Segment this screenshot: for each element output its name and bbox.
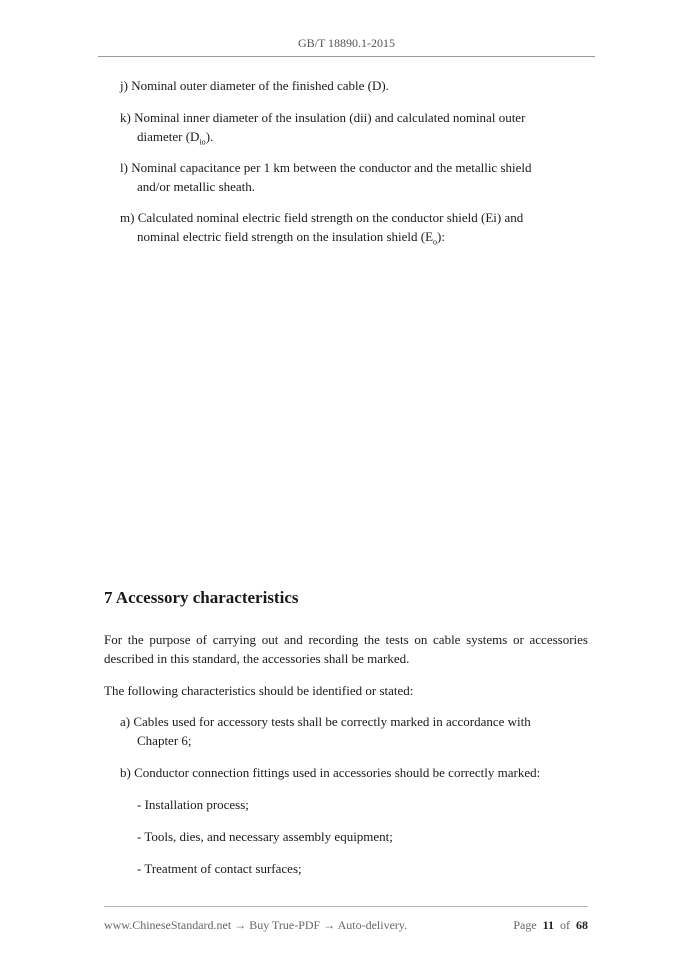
list-item-j: j) Nominal outer diameter of the finished cable (D).: [120, 78, 389, 93]
dash-item: - Treatment of contact surfaces;: [137, 861, 302, 876]
list-item-b: b) Conductor connection fittings used in accessories should be correctly marked:: [120, 765, 541, 780]
list-item-m: m) Calculated nominal electric field strength on the conductor shield (Ei) and nominal electric field strength on the insulation shield $(E_o)$:: [120, 210, 524, 247]
list-item-a: a) Cables used for accessory tests shall be correctly marked in accordance with Chapter 6;: [120, 714, 531, 748]
footer-divider: [104, 906, 588, 907]
site-link[interactable]: www.ChineseStandard.net: [104, 918, 232, 932]
footer-links: [104, 918, 407, 933]
dash-item: - Tools, dies, and necessary assembly equipment;: [137, 829, 393, 844]
arrow-icon: →: [323, 918, 336, 932]
page-indicator: Page 11 of 68: [513, 918, 588, 932]
list-item-k: k) Nominal inner diameter of the insulation (dii) and calculated nominal outer diameter $(D_{io})$.: [120, 110, 526, 147]
list-item-l: l) Nominal capacitance per 1 km between the conductor and the metallic shield and/or metallic sheath.: [120, 160, 532, 194]
section-heading: 7 Accessory characteristics: [104, 588, 299, 607]
header-divider: [98, 56, 595, 57]
delivery-text: Auto-delivery.: [337, 918, 408, 932]
current-page: 11: [542, 918, 554, 932]
arrow-icon: →: [234, 918, 247, 932]
buy-link[interactable]: Buy True-PDF: [249, 918, 321, 932]
section-intro-paragraph: For the purpose of carrying out and recording the tests on cable systems or accessories described in this standard, the accessories shall be marked.: [104, 632, 588, 666]
total-pages: 68: [576, 918, 588, 932]
lead-paragraph: The following characteristics should be identified or stated:: [104, 683, 414, 698]
dash-item: - Installation process;: [137, 797, 249, 812]
running-header: GB/T 18890.1-2015: [297, 36, 396, 50]
